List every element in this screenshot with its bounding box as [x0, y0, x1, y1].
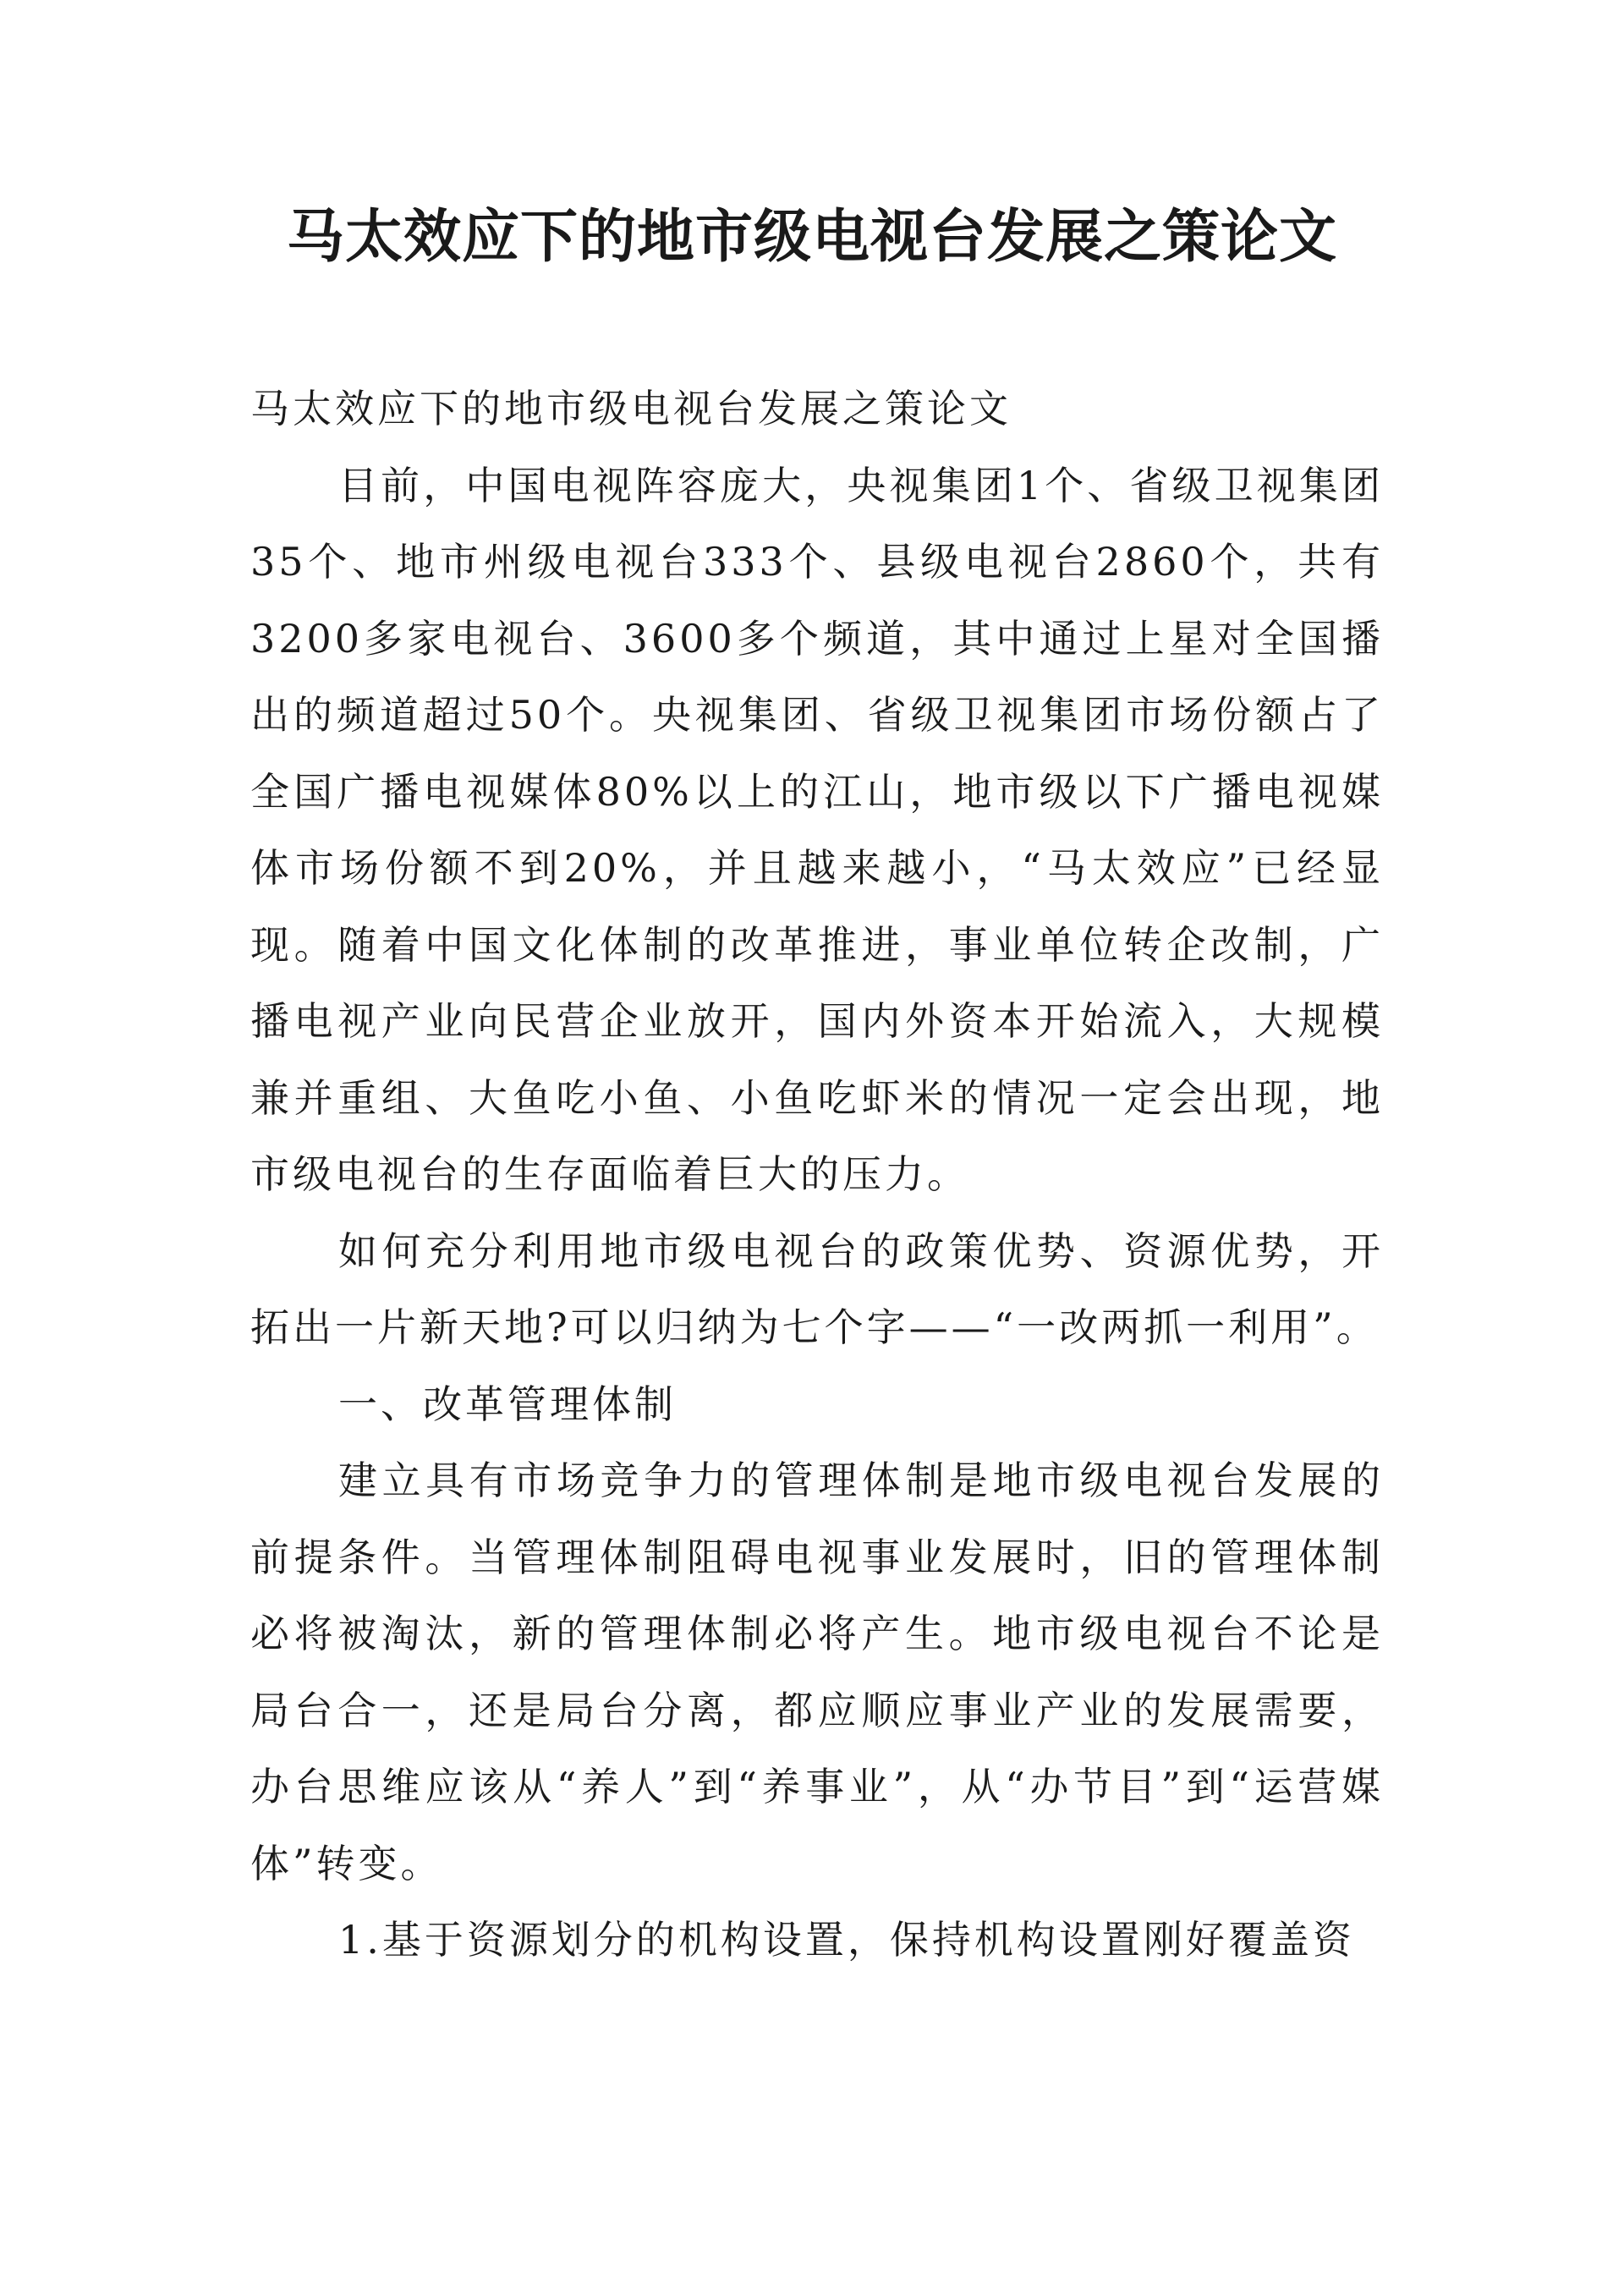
document-body — [250, 371, 1384, 1979]
paragraph-question: 如何充分利用地市级电视台的政策优势、资源优势，开拓出一片新天地?可以归纳为七个字——“一改两抓一利用”。 — [250, 1227, 1384, 1350]
paragraph-management: 建立具有市场竞争力的管理体制是地市级电视台发展的前提条件。当管理体制阻碍电视事业发展时，旧的管理体制必将被淘汰，新的管理体制必将产生。地市级电视台不论是局台合一，还是局台分离，都应顺应事业产业的发展需要，办台思维应该从“养人”到“养事业”，从“办节目”到“运营媒体”转变。 — [250, 1458, 1384, 1886]
document-title: 马太效应下的地市级电视台发展之策论文 — [286, 204, 1337, 271]
paragraph-subtitle: 马太效应下的地市级电视台发展之策论文 — [250, 386, 1012, 431]
section-heading-1: 一、改革管理体制 — [338, 1381, 677, 1427]
paragraph-intro: 目前，中国电视阵容庞大，央视集团1个、省级卫视集团35个、地市州级电视台333个、县级电视台2860个，共有3200多家电视台、3600多个频道，其中通过上星对全国播出的频道超过50个。央视集团、省级卫视集团市场份额占了全国广播电视媒体80%以上的江山，地市级以下广播电视媒体市场份额不到20%，并且越来越小，“马太效应”已经显现。随着中国文化体制的改革推进，事业单位转企改制，广播电视产业向民营企业放开，国内外资本开始流入，大规模兼并重组、大鱼吃小鱼、小鱼吃虾米的情况一定会出现，地市级电视台的生存面临着巨大的压力。 — [250, 462, 1384, 1197]
list-item-1: 1.基于资源划分的机构设置，保持机构设置刚好覆盖资 — [338, 1917, 1355, 1963]
